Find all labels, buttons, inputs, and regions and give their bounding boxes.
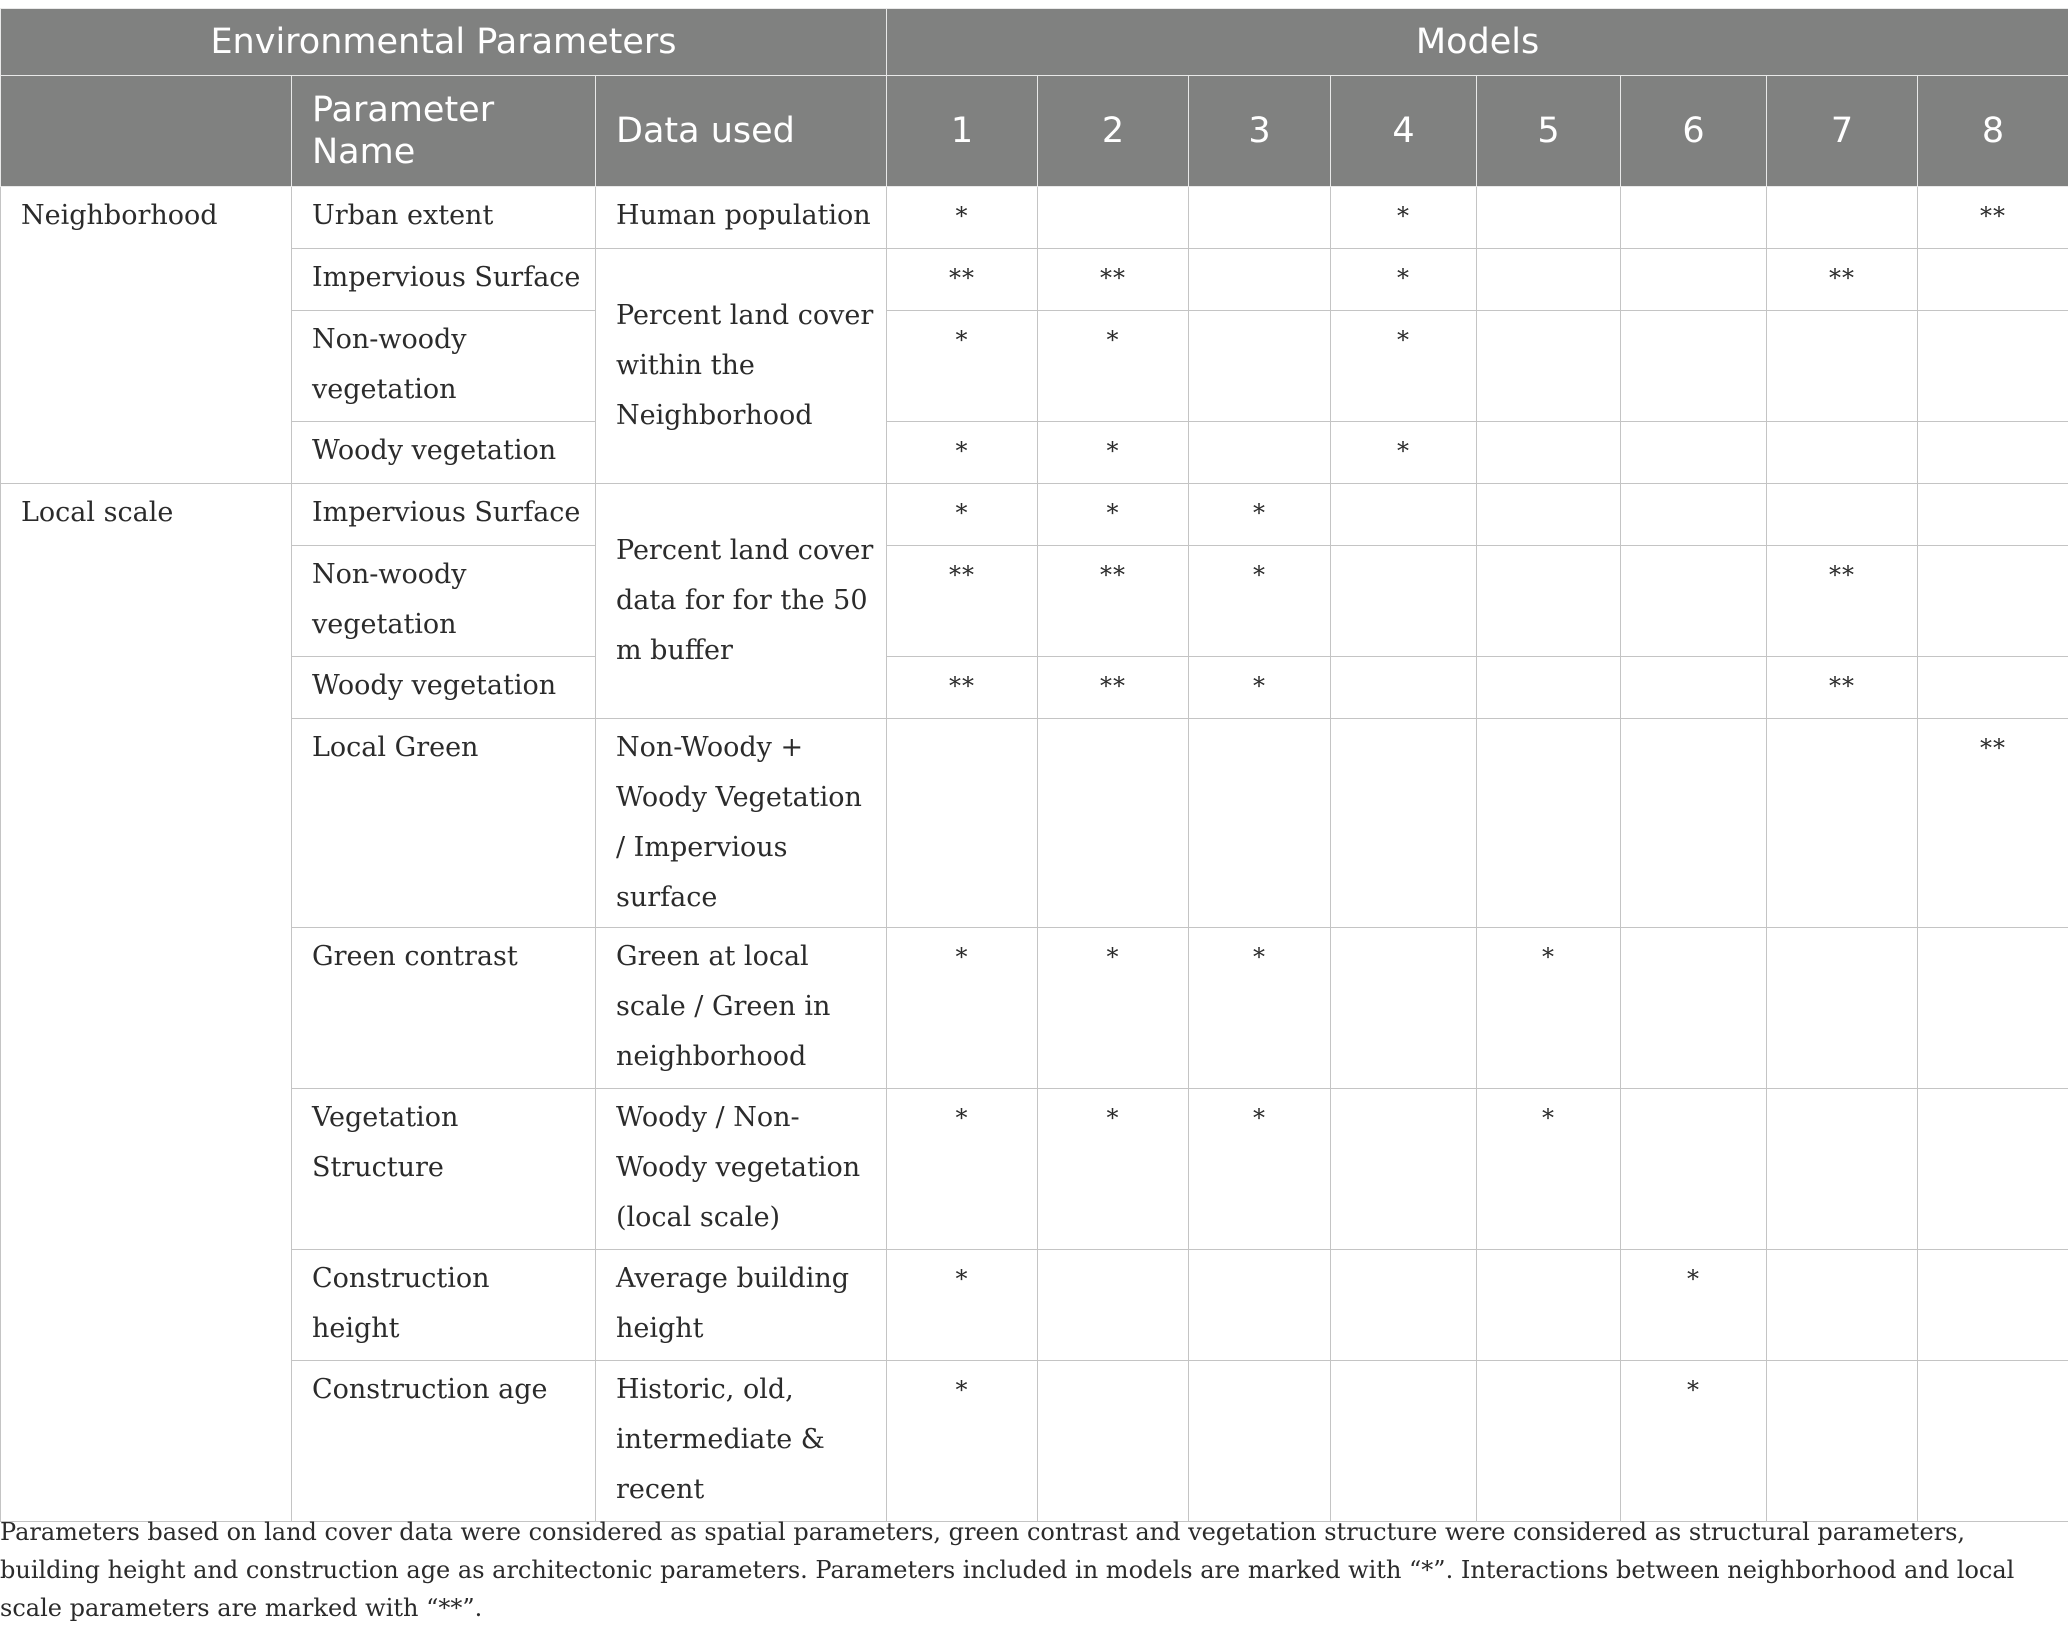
model-mark-cell: * bbox=[887, 422, 1038, 484]
model-mark-cell: * bbox=[1189, 657, 1331, 719]
model-mark-cell bbox=[1621, 657, 1767, 719]
model-mark-cell bbox=[1189, 187, 1331, 249]
model-mark-cell bbox=[1477, 546, 1621, 657]
model-mark-cell bbox=[1621, 719, 1767, 928]
model-mark-cell bbox=[1621, 484, 1767, 546]
header-model-7: 7 bbox=[1767, 76, 1918, 187]
model-mark-cell: * bbox=[887, 1361, 1038, 1522]
model-mark-cell bbox=[1331, 1250, 1477, 1361]
parameter-name-cell: Impervious Surface bbox=[292, 484, 596, 546]
model-mark-cell: * bbox=[887, 1089, 1038, 1250]
parameter-name-cell: Vegetation Structure bbox=[292, 1089, 596, 1250]
table-row bbox=[1, 249, 2068, 311]
model-mark-cell bbox=[1621, 187, 1767, 249]
model-mark-cell bbox=[1621, 928, 1767, 1089]
model-mark-cell: ** bbox=[1038, 546, 1189, 657]
model-mark-cell: ** bbox=[1767, 249, 1918, 311]
model-mark-cell: * bbox=[887, 1250, 1038, 1361]
model-mark-cell: * bbox=[1038, 928, 1189, 1089]
model-mark-cell bbox=[1189, 422, 1331, 484]
data-used-cell: Non-Woody + Woody Vegetation / Impervious surface bbox=[596, 719, 887, 928]
model-mark-cell bbox=[1918, 484, 2068, 546]
parameter-name-cell: Woody vegetation bbox=[292, 657, 596, 719]
table-row bbox=[1, 422, 2068, 484]
model-mark-cell: * bbox=[1477, 1089, 1621, 1250]
header-model-1: 1 bbox=[887, 76, 1038, 187]
model-mark-cell: * bbox=[1038, 311, 1189, 422]
parameter-name-cell: Construction height bbox=[292, 1250, 596, 1361]
model-mark-cell: ** bbox=[1767, 657, 1918, 719]
model-mark-cell bbox=[1331, 657, 1477, 719]
table-row bbox=[1, 928, 2068, 1089]
table-row bbox=[1, 546, 2068, 657]
model-mark-cell bbox=[1767, 1089, 1918, 1250]
parameter-name-cell: Construction age bbox=[292, 1361, 596, 1522]
table-row bbox=[1, 484, 2068, 546]
model-mark-cell bbox=[1477, 1361, 1621, 1522]
model-mark-cell: ** bbox=[887, 546, 1038, 657]
header-model-5: 5 bbox=[1477, 76, 1621, 187]
model-mark-cell: * bbox=[1331, 249, 1477, 311]
model-mark-cell: ** bbox=[887, 657, 1038, 719]
model-mark-cell: ** bbox=[887, 249, 1038, 311]
model-mark-cell bbox=[1621, 1089, 1767, 1250]
model-mark-cell: ** bbox=[1038, 249, 1189, 311]
model-mark-cell: * bbox=[1189, 928, 1331, 1089]
model-mark-cell bbox=[1477, 484, 1621, 546]
table-row bbox=[1, 1250, 2068, 1361]
model-mark-cell bbox=[1038, 187, 1189, 249]
parameter-name-cell: Non-woody vegetation bbox=[292, 311, 596, 422]
model-mark-cell bbox=[1767, 928, 1918, 1089]
model-mark-cell bbox=[1621, 546, 1767, 657]
header-model-8: 8 bbox=[1918, 76, 2068, 187]
header-environmental-parameters: Environmental Parameters bbox=[1, 9, 887, 76]
model-mark-cell bbox=[1038, 1361, 1189, 1522]
header-model-3: 3 bbox=[1189, 76, 1331, 187]
header-data-used: Data used bbox=[596, 76, 887, 187]
model-mark-cell bbox=[1621, 249, 1767, 311]
model-mark-cell bbox=[1189, 311, 1331, 422]
model-mark-cell: * bbox=[1038, 1089, 1189, 1250]
model-mark-cell bbox=[1767, 1250, 1918, 1361]
header-model-2: 2 bbox=[1038, 76, 1189, 187]
data-used-cell: Percent land cover within the Neighborhood bbox=[596, 249, 887, 484]
model-mark-cell bbox=[1477, 311, 1621, 422]
header-models: Models bbox=[887, 9, 2068, 76]
parameter-name-cell: Urban extent bbox=[292, 187, 596, 249]
model-mark-cell bbox=[1918, 311, 2068, 422]
model-mark-cell bbox=[1767, 719, 1918, 928]
model-mark-cell bbox=[1918, 249, 2068, 311]
model-mark-cell bbox=[1189, 249, 1331, 311]
scale-cell: Local scale bbox=[1, 484, 292, 1522]
table-row bbox=[1, 1361, 2068, 1522]
model-mark-cell: * bbox=[1331, 422, 1477, 484]
model-mark-cell bbox=[1038, 1250, 1189, 1361]
model-mark-cell: * bbox=[1621, 1361, 1767, 1522]
model-mark-cell: * bbox=[1038, 422, 1189, 484]
model-mark-cell bbox=[887, 719, 1038, 928]
model-mark-cell bbox=[1477, 719, 1621, 928]
data-used-cell: Average building height bbox=[596, 1250, 887, 1361]
model-mark-cell bbox=[1477, 422, 1621, 484]
header-model-6: 6 bbox=[1621, 76, 1767, 187]
scale-cell: Neighborhood bbox=[1, 187, 292, 484]
model-mark-cell: ** bbox=[1918, 719, 2068, 928]
model-mark-cell: * bbox=[1189, 546, 1331, 657]
model-mark-cell bbox=[1477, 249, 1621, 311]
header-scale-blank bbox=[1, 76, 292, 187]
model-mark-cell bbox=[1767, 484, 1918, 546]
model-mark-cell: * bbox=[1189, 1089, 1331, 1250]
table-row bbox=[1, 1089, 2068, 1250]
data-used-cell: Historic, old, intermediate & recent bbox=[596, 1361, 887, 1522]
model-mark-cell: ** bbox=[1767, 546, 1918, 657]
header-row-groups bbox=[1, 9, 2068, 76]
parameter-name-cell: Green contrast bbox=[292, 928, 596, 1089]
model-mark-cell bbox=[1767, 422, 1918, 484]
model-mark-cell bbox=[1918, 546, 2068, 657]
model-mark-cell bbox=[1767, 187, 1918, 249]
model-mark-cell: * bbox=[887, 311, 1038, 422]
table-row bbox=[1, 719, 2068, 928]
header-parameter-name: Parameter Name bbox=[292, 76, 596, 187]
table-container bbox=[0, 8, 2068, 1522]
model-mark-cell bbox=[1621, 311, 1767, 422]
model-mark-cell: * bbox=[1331, 311, 1477, 422]
model-mark-cell: * bbox=[887, 187, 1038, 249]
parameter-name-cell: Impervious Surface bbox=[292, 249, 596, 311]
model-mark-cell bbox=[1331, 719, 1477, 928]
table-footnote: Parameters based on land cover data were considered as spatial parameters, green contrast and vegetation structure were considered as structural parameters, building height and construction age as architectonic parameters. Parameters included in models are marked with “*”. Interactions between neighborhood and local scale parameters are marked with “**”. bbox=[0, 1513, 2060, 1627]
model-mark-cell bbox=[1621, 422, 1767, 484]
model-mark-cell bbox=[1918, 928, 2068, 1089]
table-row bbox=[1, 657, 2068, 719]
parameter-name-cell: Local Green bbox=[292, 719, 596, 928]
parameter-name-cell: Non-woody vegetation bbox=[292, 546, 596, 657]
parameter-name-cell: Woody vegetation bbox=[292, 422, 596, 484]
model-mark-cell: * bbox=[1621, 1250, 1767, 1361]
data-used-cell: Green at local scale / Green in neighborhood bbox=[596, 928, 887, 1089]
table-row bbox=[1, 187, 2068, 249]
model-mark-cell bbox=[1477, 1250, 1621, 1361]
data-used-cell: Percent land cover data for for the 50 m buffer bbox=[596, 484, 887, 719]
model-mark-cell bbox=[1477, 187, 1621, 249]
model-mark-cell bbox=[1189, 1250, 1331, 1361]
model-mark-cell bbox=[1918, 1361, 2068, 1522]
model-mark-cell bbox=[1038, 719, 1189, 928]
data-used-cell: Human population bbox=[596, 187, 887, 249]
model-mark-cell: ** bbox=[1918, 187, 2068, 249]
header-model-4: 4 bbox=[1331, 76, 1477, 187]
parameters-table bbox=[0, 8, 2068, 1522]
model-mark-cell bbox=[1331, 1089, 1477, 1250]
model-mark-cell bbox=[1918, 657, 2068, 719]
model-mark-cell bbox=[1331, 1361, 1477, 1522]
model-mark-cell: ** bbox=[1038, 657, 1189, 719]
model-mark-cell bbox=[1767, 311, 1918, 422]
model-mark-cell bbox=[1918, 1250, 2068, 1361]
model-mark-cell bbox=[1331, 484, 1477, 546]
model-mark-cell bbox=[1331, 928, 1477, 1089]
model-mark-cell bbox=[1331, 546, 1477, 657]
model-mark-cell bbox=[1767, 1361, 1918, 1522]
header-row-columns bbox=[1, 76, 2068, 187]
model-mark-cell bbox=[1189, 1361, 1331, 1522]
data-used-cell: Woody / Non-Woody vegetation (local scale) bbox=[596, 1089, 887, 1250]
model-mark-cell bbox=[1189, 719, 1331, 928]
model-mark-cell bbox=[1918, 1089, 2068, 1250]
model-mark-cell: * bbox=[1038, 484, 1189, 546]
table-row bbox=[1, 311, 2068, 422]
model-mark-cell: * bbox=[887, 484, 1038, 546]
model-mark-cell: * bbox=[1477, 928, 1621, 1089]
model-mark-cell: * bbox=[887, 928, 1038, 1089]
model-mark-cell bbox=[1918, 422, 2068, 484]
model-mark-cell bbox=[1477, 657, 1621, 719]
model-mark-cell: * bbox=[1189, 484, 1331, 546]
model-mark-cell: * bbox=[1331, 187, 1477, 249]
